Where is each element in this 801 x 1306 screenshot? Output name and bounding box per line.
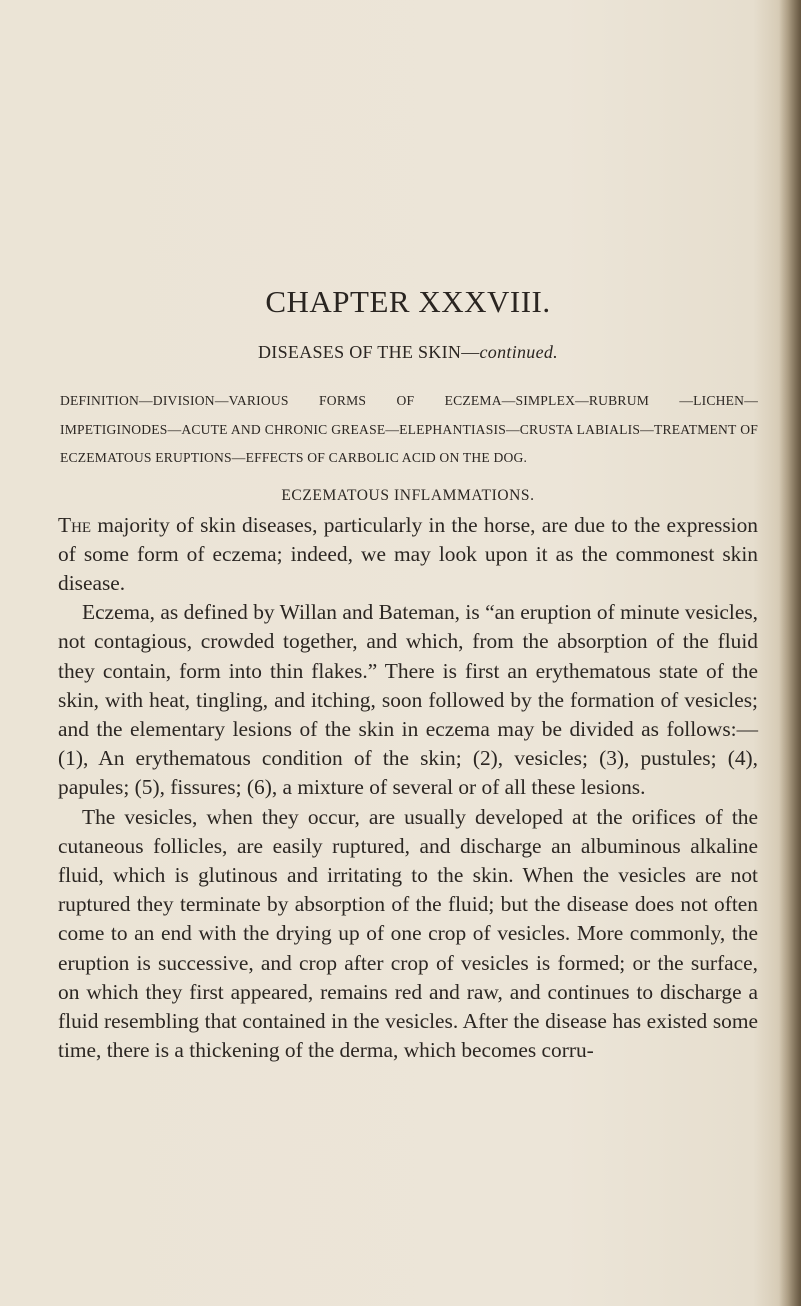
paragraph-2: Eczema, as defined by Willan and Bateman, is “an eruption of minute vesicles, not contagious, crowded together, and which, from the absorption of the fluid they contain, form into thin flakes.” There is first an erythematous state of the skin, with heat, tingling, and itching, soon followed by the formation of vesicles; and the elementary lesions of the skin in eczema may be divided as follows:—(1), An erythematous condition of the skin; (2), vesicles; (3), pustules; (4), papules; (5), fissures; (6), a mixture of several or of all these lesions. xyxy=(58,600,758,800)
section-title-text: DISEASES OF THE SKIN— xyxy=(258,342,480,362)
page-content xyxy=(58,284,758,1065)
page-gutter-shadow xyxy=(779,0,801,1306)
paragraph-3: The vesicles, when they occur, are usually developed at the orifices of the cutaneous follicles, are easily ruptured, and discharge an albuminous alkaline fluid, which is glutinous and irritating to the skin. When the vesicles are not ruptured they terminate by absorption of the fluid; but the disease does not often come to an end with the drying up of one crop of vesicles. More commonly, the eruption is successive, and crop after crop of vesicles is formed; or the surface, on which they first appeared, remains red and raw, and continues to discharge a fluid resembling that contained in the vesicles. After the disease has existed some time, there is a thickening of the derma, which becomes corru- xyxy=(58,804,758,1063)
paragraph-1-lead: The xyxy=(58,512,92,537)
paragraph-1-text: majority of skin diseases, particularly in the horse, are due to the expression of some form of eczema; indeed, we may look upon it as the commonest skin disease. xyxy=(58,512,758,595)
section-title xyxy=(58,342,758,363)
sub-heading: ECZEMATOUS INFLAMMATIONS. xyxy=(281,486,535,504)
chapter-synopsis: DEFINITION—DIVISION—VARIOUS FORMS OF ECZEMA—SIMPLEX—RUBRUM —LICHEN—IMPETIGINODES—ACUTE AND CHRONIC GREASE—ELEPHANTIASIS—CRUSTA LABIALIS—TREATMENT OF ECZEMATOUS ERUPTIONS—EFFECTS OF CARBOLIC ACID ON THE DOG. xyxy=(60,393,758,465)
section-title-continued: continued. xyxy=(479,342,558,362)
chapter-title: CHAPTER XXXVIII. xyxy=(265,284,551,319)
paragraph-1 xyxy=(58,511,758,599)
